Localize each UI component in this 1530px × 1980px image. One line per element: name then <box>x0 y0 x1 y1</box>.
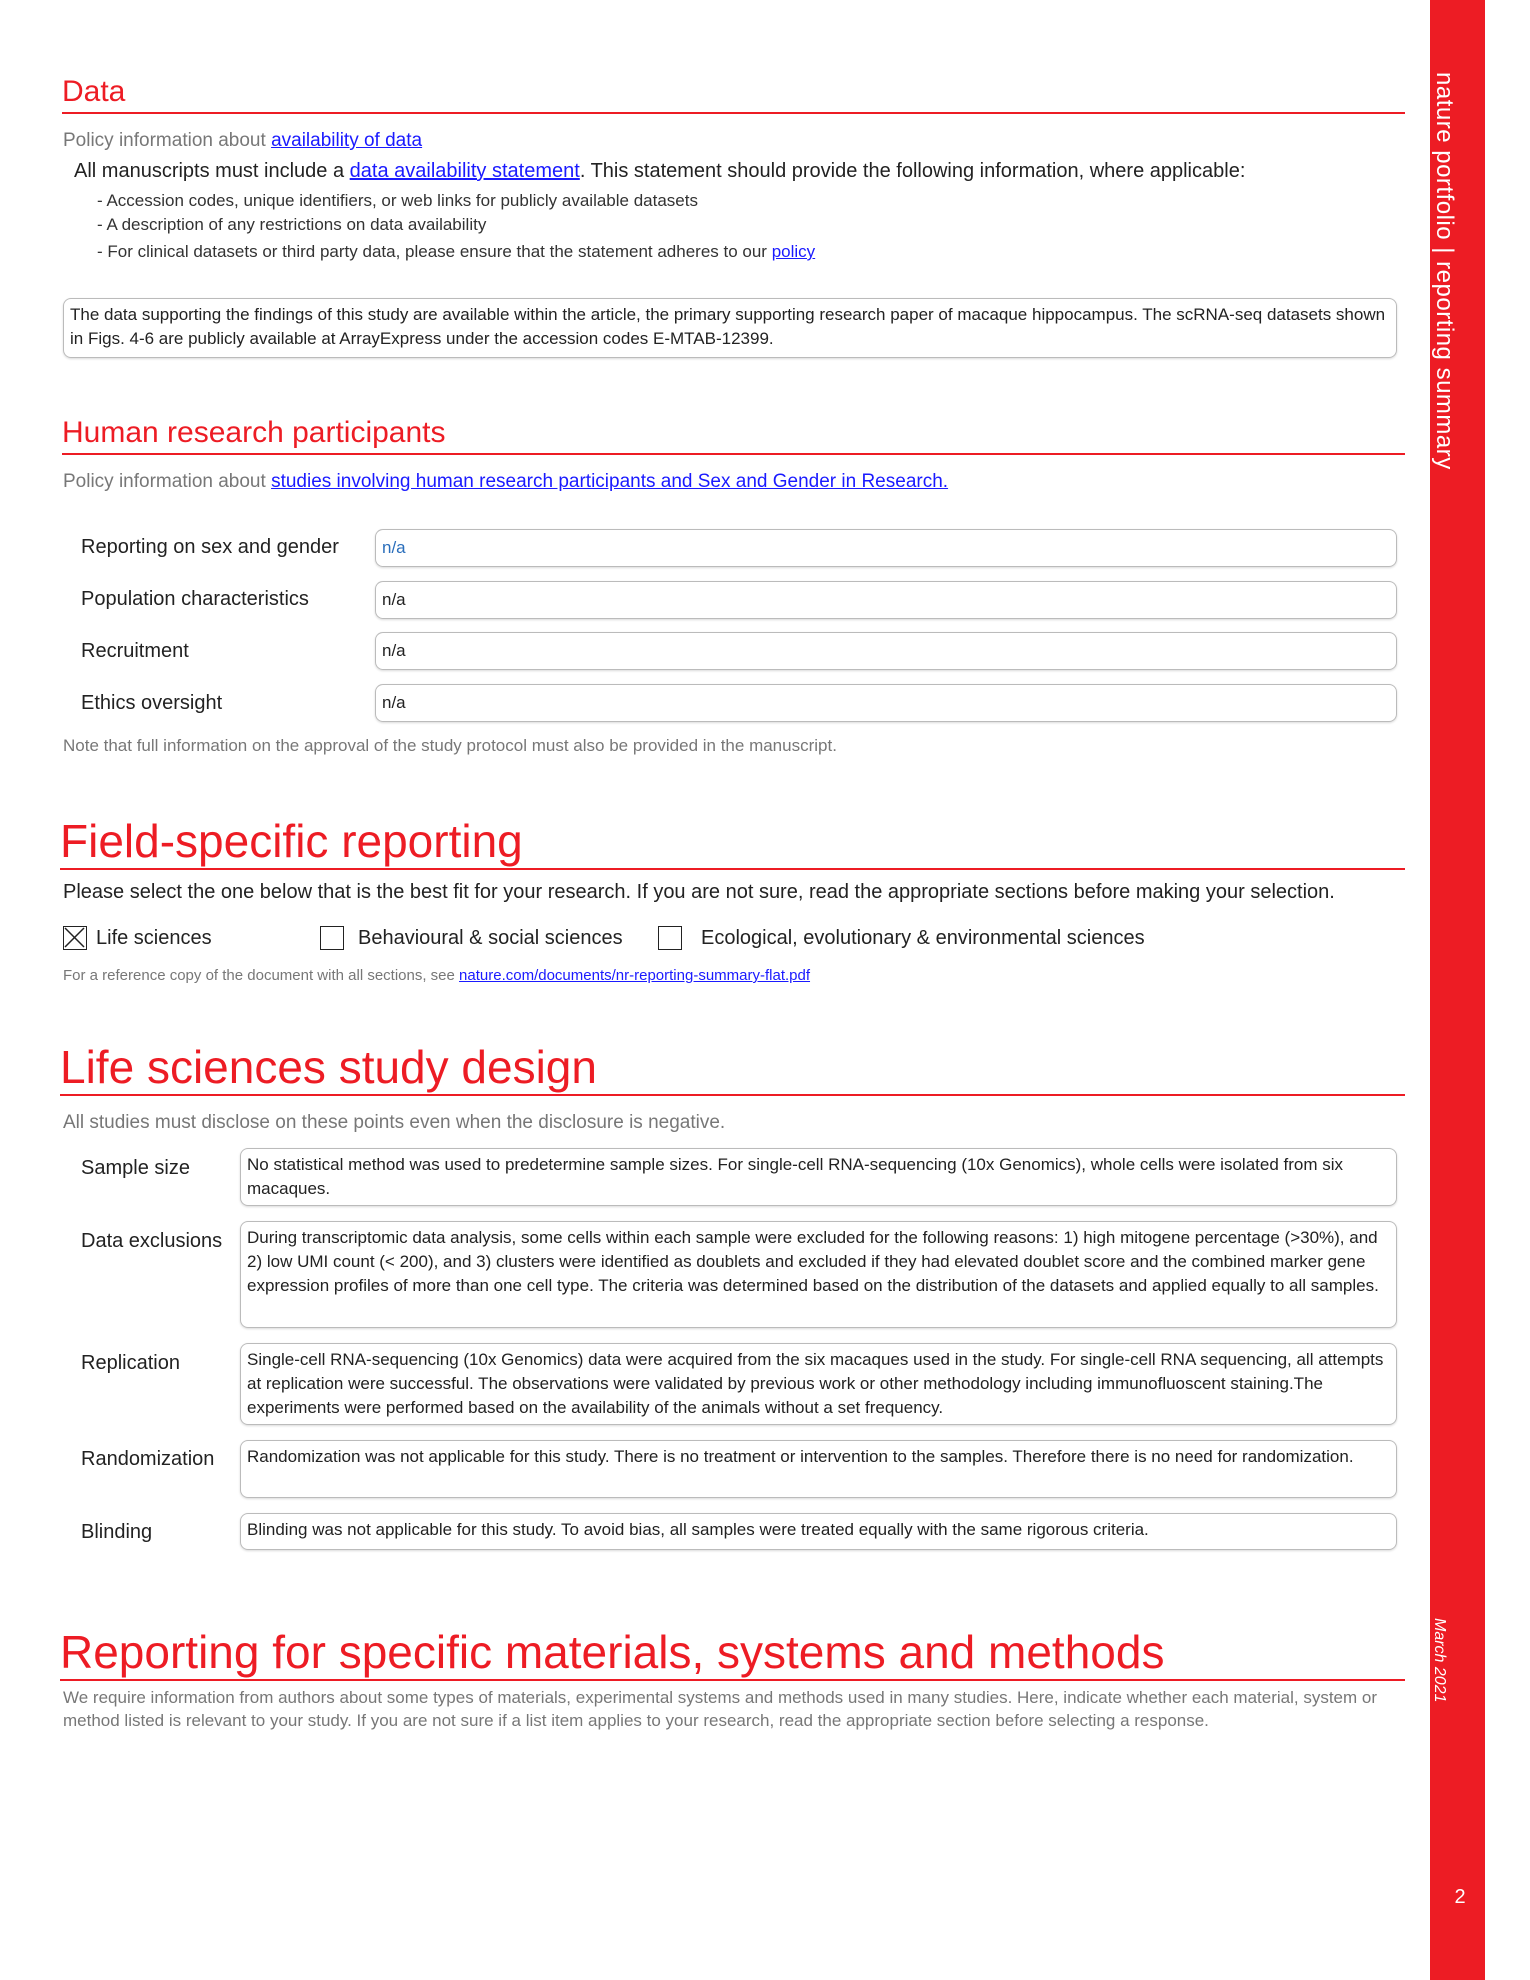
ecological-checkbox[interactable] <box>658 926 682 950</box>
replication-label: Replication <box>81 1352 180 1374</box>
check-x-icon <box>64 927 85 948</box>
replication-field[interactable]: Single-cell RNA-sequencing (10x Genomics) data were acquired from the six macaques used in the study. For single-cell RNA sequencing, all attempts at replication were successful. The observations were validated by previous work or other methodology including immunofluoscent staining.The experiments were performed based on the availability of the animals without a set frequency. <box>240 1343 1397 1425</box>
blinding-field[interactable]: Blinding was not applicable for this study. To avoid bias, all samples were treated equally with the same rigorous criteria. <box>240 1513 1397 1550</box>
reference-prefix: For a reference copy of the document with all sections, see <box>63 967 460 984</box>
data-bullet <box>97 242 815 262</box>
sample-size-label: Sample size <box>81 1157 190 1179</box>
population-field[interactable]: n/a <box>375 581 1397 619</box>
data-availability-statement-link[interactable]: data availability statement <box>349 160 580 182</box>
sidebar-title: nature portfolio | reporting summary <box>1431 72 1458 470</box>
population-label: Population characteristics <box>81 588 309 610</box>
life-heading: Life sciences study design <box>60 1040 1405 1096</box>
data-intro <box>74 160 1245 183</box>
life-sciences-checkbox[interactable] <box>63 926 87 950</box>
protocol-note: Note that full information on the approval of the study protocol must also be provided in the manuscript. <box>63 736 837 755</box>
life-intro: All studies must disclose on these points even when the disclosure is negative. <box>63 1112 726 1133</box>
data-heading: Data <box>62 74 1405 114</box>
randomization-label: Randomization <box>81 1448 215 1470</box>
data-bullet: - Accession codes, unique identifiers, or web links for publicly available datasets <box>97 191 698 210</box>
data-bullet: - A description of any restrictions on data availability <box>97 215 487 234</box>
sex-gender-field[interactable]: n/a <box>375 529 1397 567</box>
behavioural-label: Behavioural & social sciences <box>358 927 623 949</box>
behavioural-checkbox[interactable] <box>320 926 344 950</box>
human-heading: Human research participants <box>62 415 1405 455</box>
data-statement-box[interactable]: The data supporting the findings of this study are available within the article, the primary supporting research paper of macaque hippocampus. The scRNA-seq datasets shown in Figs. 4-6 are publicly available at ArrayExpress under the accession codes E-MTAB-12399. <box>63 298 1397 358</box>
data-policy <box>63 130 422 152</box>
sample-size-field[interactable]: No statistical method was used to predetermine sample sizes. For single-cell RNA-sequencing (10x Genomics), whole cells were isolated from six macaques. <box>240 1148 1397 1206</box>
ethics-field[interactable]: n/a <box>375 684 1397 722</box>
data-intro-suffix: . This statement should provide the following information, where applicable: <box>579 160 1246 182</box>
data-policy-prefix: Policy information about <box>63 130 272 151</box>
human-policy <box>63 471 948 493</box>
materials-heading: Reporting for specific materials, systems and methods <box>60 1625 1405 1681</box>
data-exclusions-label: Data exclusions <box>81 1230 223 1252</box>
sidebar-date: March 2021 <box>1431 1618 1448 1703</box>
human-research-policy-link[interactable]: studies involving human research participants and Sex and Gender in Research. <box>271 471 949 492</box>
recruitment-label: Recruitment <box>81 640 189 662</box>
blinding-label: Blinding <box>81 1521 153 1543</box>
field-heading: Field-specific reporting <box>60 814 1405 870</box>
recruitment-field[interactable]: n/a <box>375 632 1397 670</box>
reference-note <box>63 967 810 984</box>
sex-gender-label: Reporting on sex and gender <box>81 536 339 558</box>
data-intro-prefix: All manuscripts must include a <box>74 160 350 182</box>
data-exclusions-field[interactable]: During transcriptomic data analysis, some cells within each sample were excluded for the following reasons: 1) high mitogene percentage (>30%), and 2) low UMI count (< 200), and 3) clusters were identified as doublets and excluded if they had elevated doublet score and the combined marker gene expression profiles of more than one cell type. The criteria was determined based on the distribution of the datasets and applied equally to all samples. <box>240 1221 1397 1328</box>
human-policy-prefix: Policy information about <box>63 471 272 492</box>
materials-intro: We require information from authors about some types of materials, experimental systems and methods used in many studies. Here, indicate whether each material, system or method listed is relevant to your study. If you are not sure if a list item applies to your research, read the appropriate section before selecting a response. <box>63 1688 1378 1730</box>
life-sciences-label: Life sciences <box>96 927 212 949</box>
reference-pdf-link[interactable]: nature.com/documents/nr-reporting-summary-flat.pdf <box>459 967 811 984</box>
ecological-label: Ecological, evolutionary & environmental sciences <box>701 927 1145 949</box>
ethics-label: Ethics oversight <box>81 692 223 714</box>
data-bullet-text: - For clinical datasets or third party data, please ensure that the statement adheres to our <box>97 242 772 261</box>
page-number: 2 <box>1454 1886 1466 1908</box>
randomization-field[interactable]: Randomization was not applicable for this study. There is no treatment or intervention to the samples. Therefore there is no need for randomization. <box>240 1440 1397 1498</box>
field-instruction: Please select the one below that is the best fit for your research. If you are not sure, read the appropriate sections before making your selection. <box>63 881 1335 903</box>
policy-link[interactable]: policy <box>771 242 816 261</box>
availability-of-data-link[interactable]: availability of data <box>271 130 423 151</box>
